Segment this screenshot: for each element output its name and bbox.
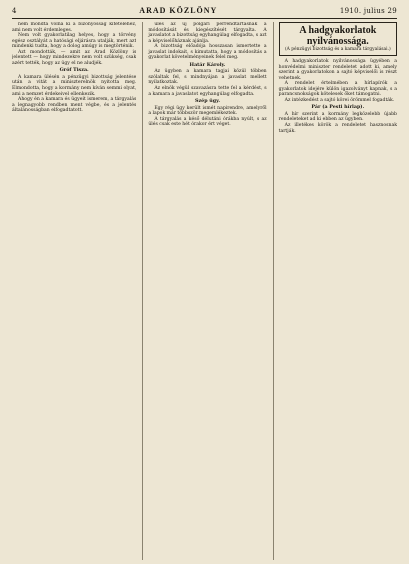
boxed-article-heading (279, 22, 397, 56)
article-title-line-1: A hadgyakorlatok (299, 25, 377, 36)
column-1 (12, 22, 136, 560)
section-heading: Szép ügy. (194, 98, 220, 105)
section-heading: Gróf Tisza. (59, 67, 89, 74)
article-paragraph: A hír szerint a kormány legközelebb újabb rendeleteket ad ki ebben az ügyben. (278, 111, 397, 123)
article-paragraph: A rendelet értelmében a hírlapírók a gyakorlatok idejére külön igazolványt kapnak, s a parancsnokságok kötelesek őket támogatni. (278, 81, 397, 98)
article-paragraph: Egy régi ügy került ismét napirendre, amelyről a lapok már többször megemlékeztek. (148, 105, 267, 117)
article-subtitle: (A pénzügyi bizottság és a kamara tárgyalásai.) (284, 47, 391, 52)
article-paragraph: Az illetékes körök a rendeletet hasznosnak tartják. (278, 123, 397, 134)
paper-title: ARAD KÖZLÖNY (139, 6, 218, 15)
article-paragraph: Az elnök végül szavazásra tette fel a kérdést, s a kamara a javaslatot egyhangúlag elfogadta. (148, 86, 267, 97)
text-columns (12, 22, 397, 560)
article-paragraph: Az intézkedést a sajtó körei örömmel fogadták. (284, 97, 395, 103)
article-paragraph: A bizottság előadója hosszasan ismertette a javaslat indokait, s kimutatta, hogy a módosítás a gyakorlat követelményeinek felel meg. (148, 44, 267, 61)
page-number: 4 (12, 7, 17, 15)
column-2 (142, 22, 266, 560)
article-paragraph: Ahogy én a kamara és ügyeit ismerem, a tárgyalás a legnagyobb rendben ment végbe, és a jelentés általánosságban elfogadtatott. (12, 97, 137, 114)
article-title-line-2: nyilvánossága. (306, 36, 369, 47)
article-paragraph: nem mondta volna ki a bizonyosság kitételéhez, ami nem volt érdemleges. (12, 22, 137, 33)
article-paragraph: A hadgyakorlatok nyilvánossága ügyében a honvédelmi miniszter rendeletet adott ki, amely szerint a gyakorlatokon a sajtó képviselői is részt vehetnek. (278, 59, 397, 81)
article-paragraph: Az ügyben a kamara tagjai közül többen szólaltak fel, s mindnyájan a javaslat mellett nyilatkoztak. (148, 69, 267, 86)
masthead-rule (12, 18, 397, 19)
issue-date: 1910. julius 29 (339, 7, 397, 15)
article-paragraph: Nem volt gyakorlatilag helyes, hogy a törvény egész osztályát a hatósági eljárásra utalják, mert azt mindenki tudta, hogy a dolog amúgy is megtörténik. (12, 33, 137, 50)
article-paragraph: Azt mondották, — amit az Arad Közlöny is jelentett — hogy mindezekre nem volt szükség, csak azért tették, hogy az ügy el ne aludjék. (12, 49, 137, 66)
column-3 (273, 22, 397, 560)
article-paragraph: A kamara ülésén a pénzügyi bizottság jelentése után a vitát a miniszterelnök nyitotta meg. Elmondotta, hogy a kormány nem kíván semmi olyat, ami a nemzet érdekeivel ellenkezik. (12, 74, 137, 97)
section-heading: Határ Károly. (189, 61, 226, 68)
article-paragraph: ülés az új polgári perrendtartásnak a módosítását és kiegészítését tárgyalta. A javaslatot a bizottság egyhangúlag elfogadta, s azt a képviselőháznak ajánlja. (148, 22, 267, 44)
masthead (12, 6, 397, 17)
article-paragraph: A tárgyalás a késő délutáni órákba nyúlt, s az ülés csak este hét órakor ért véget. (148, 116, 267, 128)
section-heading: Pár (a Pesti hírlap). (311, 104, 365, 111)
